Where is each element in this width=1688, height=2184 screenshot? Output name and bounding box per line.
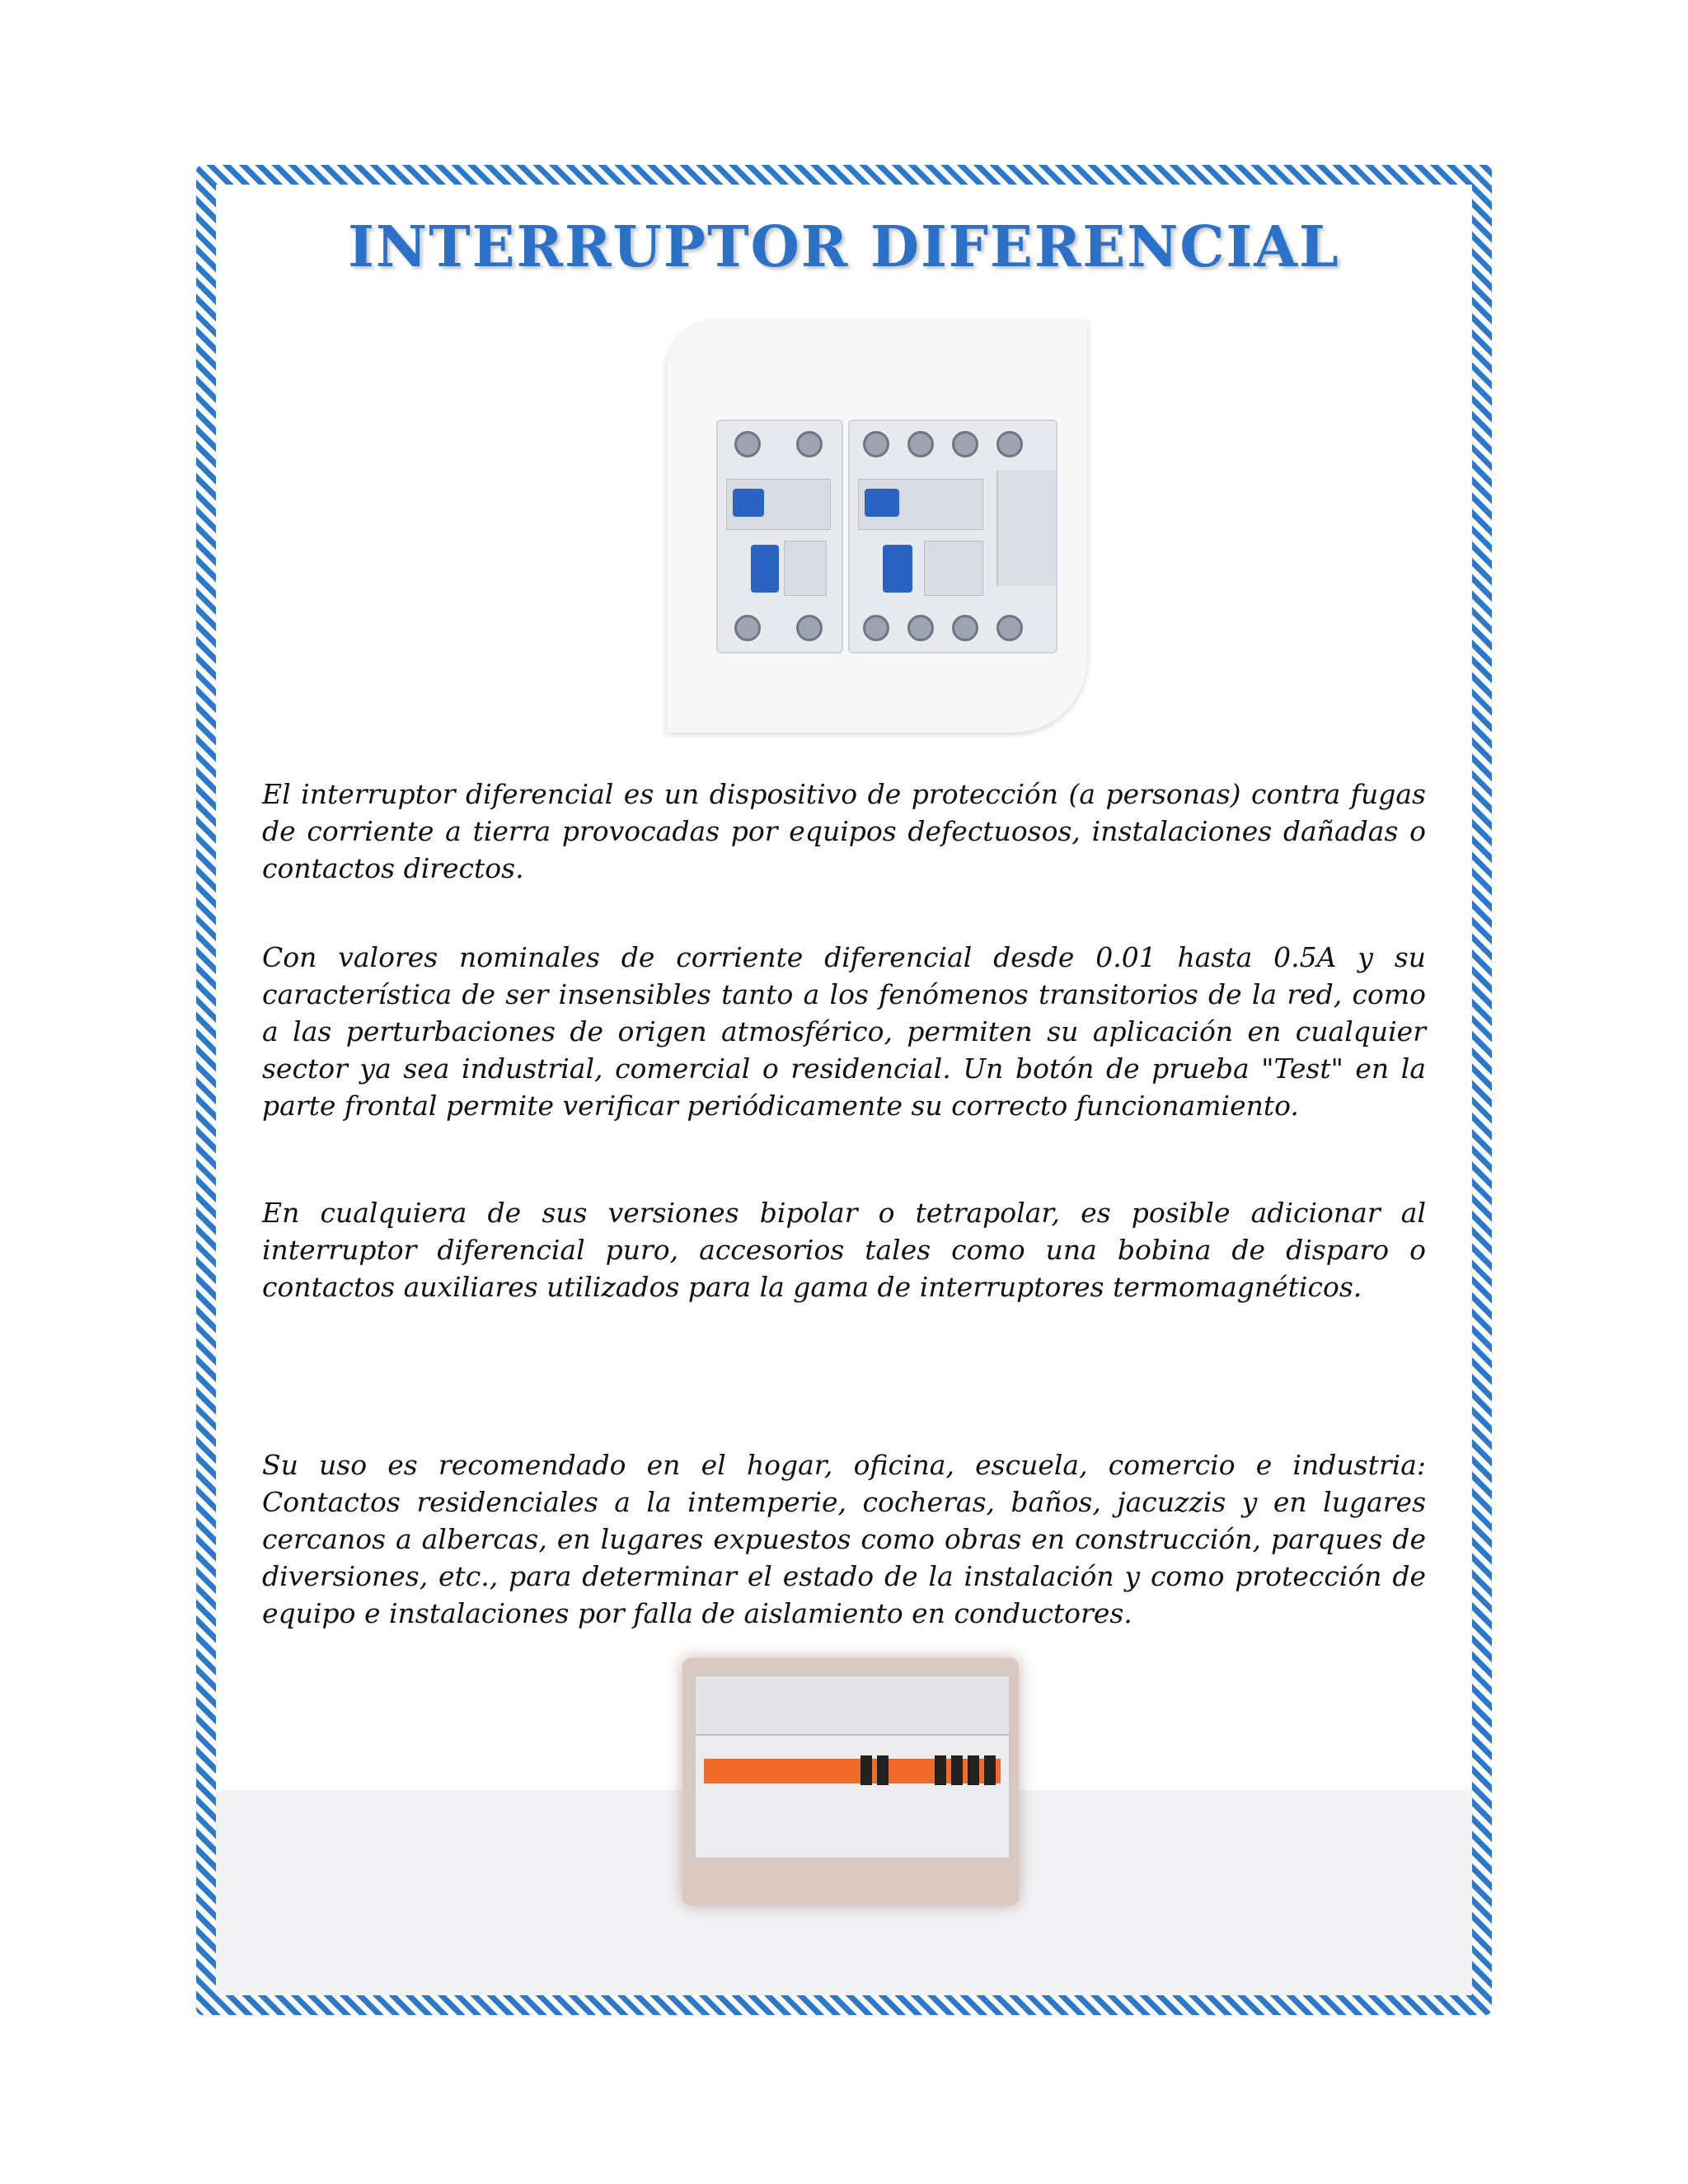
paragraph-ratings: Con valores nominales de corriente diferencial desde 0.01 hasta 0.5A y su característica de ser insensibles tanto a los fenómenos transitorios de la red, como a las perturbaciones de origen atmosférico, permiten su aplicación en cualquier sector ya sea industrial, comercial o residencial. Un botón de prueba "Test" en la parte frontal permite verificar periódicamente su correcto funcionamiento. (262, 941, 1426, 1122)
breaker-photo (667, 321, 1087, 733)
paragraph-applications: Su uso es recomendado en el hogar, oficina, escuela, comercio e industria: Contactos residenciales a la intemperie, cocheras, baños, jacuzzis y en lugares cercanos a albercas, en lugares expuestos como obras en construcción, parques de diversiones, etc., para determinar el estado de la instalación y como protección de equipo e instalaciones por falla de aislamiento en conductores. (262, 1449, 1426, 1629)
paragraph-accessories: En cualquiera de sus versiones bipolar o tetrapolar, es posible adicionar al interruptor diferencial puro, accesorios tales como una bobina de disparo o contactos auxiliares utilizados para la gama de interruptores termomagnéticos. (262, 1197, 1426, 1303)
page-border (196, 165, 1492, 2015)
tetrapolar-breaker-image (848, 419, 1057, 654)
page-content (216, 185, 1472, 1995)
bipolar-breaker-image (716, 419, 843, 654)
electrical-panel-photo (682, 1658, 1019, 1905)
paragraph-definition: El interruptor diferencial es un dispositivo de protección (a personas) contra fugas de corriente a tierra provocadas por equipos defectuosos, instalaciones dañadas o contactos directos. (262, 778, 1426, 884)
document-title: INTERRUPTOR DIFERENCIAL (348, 214, 1340, 280)
